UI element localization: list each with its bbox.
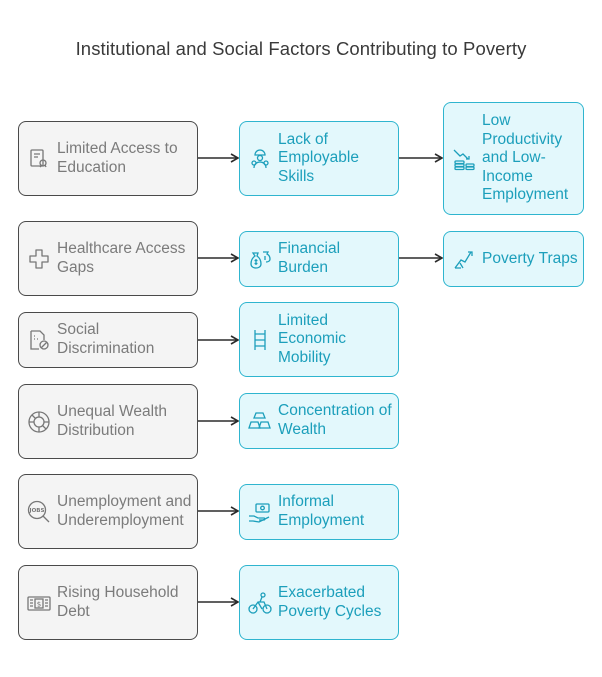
cause-box-rising-household-debt	[18, 565, 198, 640]
effect-label: Informal Employment	[278, 493, 365, 529]
education-document-icon	[24, 148, 54, 170]
outcome-label: Poverty Traps	[482, 249, 578, 267]
effect-label: Exacerbated Poverty Cycles	[278, 583, 382, 620]
cause-label: Unemployment and Underemployment	[57, 492, 192, 529]
cash-hand-icon	[245, 501, 275, 523]
outcome-label: Low Productivity and Low-Income Employment	[482, 112, 569, 204]
effect-box-exacerbated-poverty-cycles	[239, 565, 399, 640]
effect-box-informal-employment	[239, 484, 399, 540]
effect-box-concentration-of-wealth	[239, 393, 399, 449]
effect-label: Lack of Employable Skills	[278, 130, 359, 185]
effect-label: Limited Economic Mobility	[278, 311, 347, 366]
trap-icon	[449, 248, 479, 270]
effect-box-limited-economic-mobility	[239, 302, 399, 377]
gold-bars-icon	[245, 410, 275, 432]
money-bags-icon	[245, 248, 275, 270]
svg-text:$: $	[36, 600, 42, 608]
dollar-bill-icon	[24, 592, 54, 614]
ladder-icon	[245, 329, 275, 351]
cause-box-unemployment-and-underemployment	[18, 474, 198, 549]
cause-label: Limited Access to Education	[57, 139, 178, 176]
effect-label: Financial Burden	[278, 240, 341, 276]
cause-label: Rising Household Debt	[57, 583, 179, 620]
health-cross-icon	[24, 248, 54, 270]
cause-box-limited-access-to-education	[18, 121, 198, 196]
diagram-title: Institutional and Social Factors Contributing to Poverty	[75, 38, 527, 59]
outcome-box-poverty-traps	[443, 231, 584, 287]
jobs-sign-icon	[24, 500, 54, 524]
pie-chart-icon	[24, 410, 54, 434]
discrimination-document-icon	[24, 329, 54, 351]
cause-label: Unequal Wealth Distribution	[57, 402, 168, 439]
effect-box-lack-of-employable-skills	[239, 121, 399, 196]
skills-worker-icon	[245, 148, 275, 170]
cause-box-social-discrimination	[18, 312, 198, 368]
cause-box-unequal-wealth-distribution	[18, 384, 198, 459]
cause-label: Healthcare Access Gaps	[57, 239, 186, 276]
effect-label: Concentration of Wealth	[278, 402, 392, 438]
cause-label: Social Discrimination	[57, 321, 155, 357]
cycling-person-icon	[245, 591, 275, 615]
cause-box-healthcare-access-gaps	[18, 221, 198, 296]
outcome-box-low-productivity-and-low-income-employment	[443, 102, 584, 215]
declining-coins-icon	[449, 147, 479, 171]
effect-box-financial-burden	[239, 231, 399, 287]
svg-text:JOBS: JOBS	[29, 507, 45, 514]
